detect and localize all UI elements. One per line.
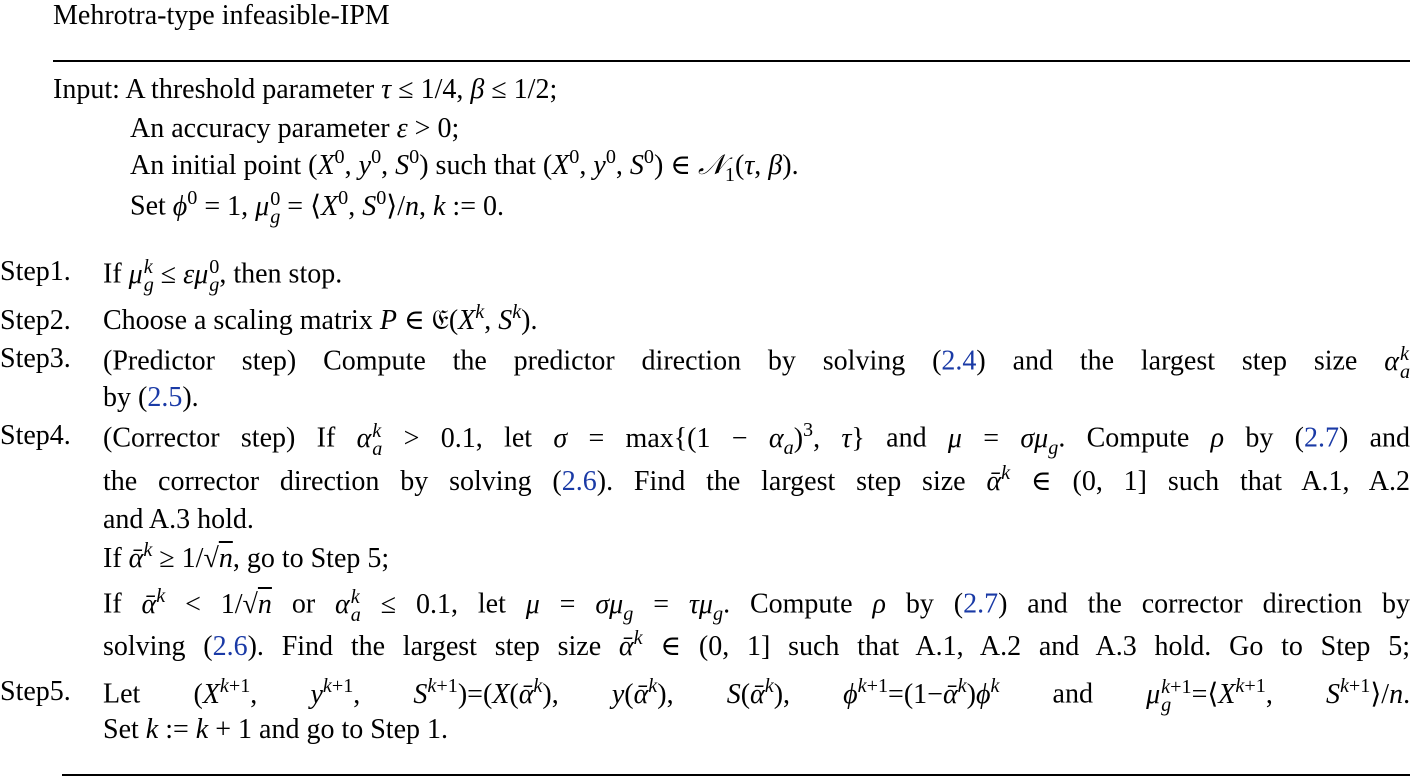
input-accuracy-math: ε > 0; (396, 113, 460, 144)
step5-k-math: k := k + 1 (145, 714, 253, 745)
step4-alphabar-lt: ᾱ$^k$ < 1/√n (141, 584, 272, 620)
step4-line-4 (103, 538, 390, 574)
step4-text-i: such that A.1, A.2 (1167, 466, 1411, 497)
step1-label: Step1. (0, 256, 71, 287)
step2-math: P ∈ $𝔈(X^k$, $S^k$). (379, 300, 538, 336)
step3-line-2: by (2.5). (103, 382, 199, 413)
step3-alpha-math: α k a (1384, 343, 1411, 384)
step4-text-f: and (1369, 422, 1411, 454)
step4-text-s: such that A.1, A.2 and A.3 hold. Go to Step 5; (788, 631, 1410, 662)
input-initial-math: ($X^0$, $y^0$, $S^0$) (308, 145, 429, 181)
input-line-3 (130, 145, 799, 187)
step4-alpha-le: α k a ≤ 0.1 (335, 586, 451, 627)
step4-text-m: , let (450, 588, 506, 620)
step3-text-c: by (103, 382, 131, 413)
step4-ref-2-7-a[interactable]: 2.7 (1303, 422, 1339, 454)
step4-if-3: If (103, 588, 122, 620)
step1-math: μ k g ≤ εμ 0 g (128, 256, 220, 297)
step4-text-q: solving (103, 631, 186, 662)
step4-rho: ρ (1210, 422, 1225, 454)
step1-line (103, 256, 343, 297)
step4-text-c: and (886, 422, 927, 454)
input-set-text: Set (130, 190, 166, 222)
top-rule (53, 60, 1410, 62)
step5-line-1 (103, 674, 1411, 717)
step4-text-r: . Find the largest step size (256, 631, 602, 662)
input-line-2 (130, 115, 459, 143)
step2-line (103, 300, 538, 336)
step4-alpha-cond: α k a > 0.1 (356, 420, 476, 461)
input-threshold-math: τ ≤ 1/4, β ≤ 1/2; (381, 74, 558, 105)
algorithm-title: Mehrotra-type infeasible-IPM (53, 0, 390, 31)
step4-text-n: . Compute (723, 588, 853, 620)
step4-text-j: and A.3 hold. (103, 504, 254, 535)
step4-text-e: by (1245, 422, 1274, 454)
step5-text-b: and (1052, 678, 1093, 710)
input-label: Input: (53, 74, 120, 105)
step4-text-h: . Find the largest step size (606, 466, 966, 497)
step4-text-b: , let (475, 422, 533, 454)
step5-text-a: Let (103, 678, 141, 710)
step4-text-d: . Compute (1058, 422, 1190, 454)
step3-line-1: (Predictor step) Compute the predictor direction by solving (2.4) and the largest step size α k a (103, 343, 1411, 384)
step4-sigma-math: $\sigma = \max\{(1 - \alpha_a)^3$, τ} (553, 418, 865, 459)
step4-ref-2-7-b[interactable]: 2.7 (963, 588, 999, 620)
step3-label: Step3. (0, 343, 71, 374)
step2-label: Step2. (0, 305, 71, 336)
step4-line-1: (Corrector step) If α k a > 0.1, let $\sigma = \max\{(1 - \alpha_a)^3$, τ} and $\mu = \sigma\mu_g$. Compute ρ by (2.7) and (103, 418, 1411, 461)
step4-ref-2-6-b[interactable]: 2.6 (212, 631, 248, 662)
step4-if-2: If (103, 543, 122, 574)
step4-text-o: by (905, 588, 934, 620)
step5-mu-math: μ k+1 g $=⟨X^{k+1}$, $S^{k+1}⟩/n$. (1146, 674, 1411, 717)
step1-stop: , then stop. (219, 258, 343, 290)
step4-text-k: , go to Step 5; (232, 543, 390, 574)
step3-ref-2-4[interactable]: 2.4 (941, 345, 977, 377)
step4-text-a: (Corrector step) If (103, 422, 336, 454)
step5-update-math: ($X^{k+1}$, $y^{k+1}$, $S^{k+1})=(X(ᾱ^k)$, y(ᾱ$^k$), S(ᾱ$^k$), $\phi^{k+1}=(1-ᾱ^k)\phi^k$ (193, 674, 1000, 710)
input-such-that: such that (435, 150, 536, 181)
step5-text-d: and go to Step 1. (259, 714, 449, 745)
step4-text-g: the corrector direction by solving (103, 466, 532, 497)
step5-line-2 (103, 716, 448, 744)
step4-alphabar-math-a: ᾱ$^k$ ∈ (0, 1] (986, 461, 1147, 497)
input-accuracy-text: An accuracy parameter (130, 113, 390, 144)
input-threshold-text: A threshold parameter (125, 74, 375, 105)
step1-if: If (103, 258, 122, 290)
step3-text-b: and the largest step size (1012, 345, 1358, 377)
step4-line-6: solving (2.6). Find the largest step size ᾱ$^k$ ∈ (0, 1] such that A.1, A.2 and A.3 hold. Go to Step 5; (103, 626, 1410, 662)
step4-rho-2: ρ (872, 588, 886, 620)
step5-label: Step5. (0, 676, 71, 707)
step3-text-a: (Predictor step) Compute the predictor direction by solving (103, 345, 906, 377)
input-line-4 (130, 186, 504, 229)
step4-text-p: and the corrector direction by (1027, 588, 1411, 620)
step2-text: Choose a scaling matrix (103, 305, 373, 336)
step4-ref-2-6-a[interactable]: 2.6 (561, 466, 597, 497)
step3-ref-2-5[interactable]: 2.5 (147, 382, 183, 413)
step4-alphabar-ge: ᾱ$^k$ ≥ 1/√n (128, 538, 233, 574)
step4-line-5: If ᾱ$^k$ < 1/√n or α k a ≤ 0.1, let $\mu = \sigma\mu_g = \tau\mu_g$. Compute ρ by (2.7) and the corrector direction by (103, 584, 1411, 627)
step4-label: Step4. (0, 420, 71, 451)
step5-text-c: Set (103, 714, 139, 745)
input-neighborhood-math: ($X^0$, $y^0$, $S^0$) ∈ 𝒩$_1$(τ, β). (542, 145, 799, 187)
step4-mu-math: $\mu = \sigma\mu_g$ (947, 422, 1059, 459)
input-line-1 (53, 76, 557, 104)
step4-line-3 (103, 506, 254, 534)
step4-line-2: the corrector direction by solving (2.6). Find the largest step size ᾱ$^k$ ∈ (0, 1] such that A.1, A.2 (103, 461, 1411, 497)
bottom-rule (62, 774, 1410, 776)
step4-alphabar-math-b: ᾱ$^k$ ∈ (0, 1] (618, 626, 771, 662)
step4-mu-tau-math: $\mu = \sigma\mu_g = \tau\mu_g$ (525, 588, 724, 625)
input-initial-text: An initial point (130, 150, 302, 181)
input-set-math: $\phi^0 = 1$, μ 0 g = $⟨X^0$, $S^0⟩/n$, k := 0. (172, 186, 504, 229)
step4-text-l: or (291, 588, 316, 620)
